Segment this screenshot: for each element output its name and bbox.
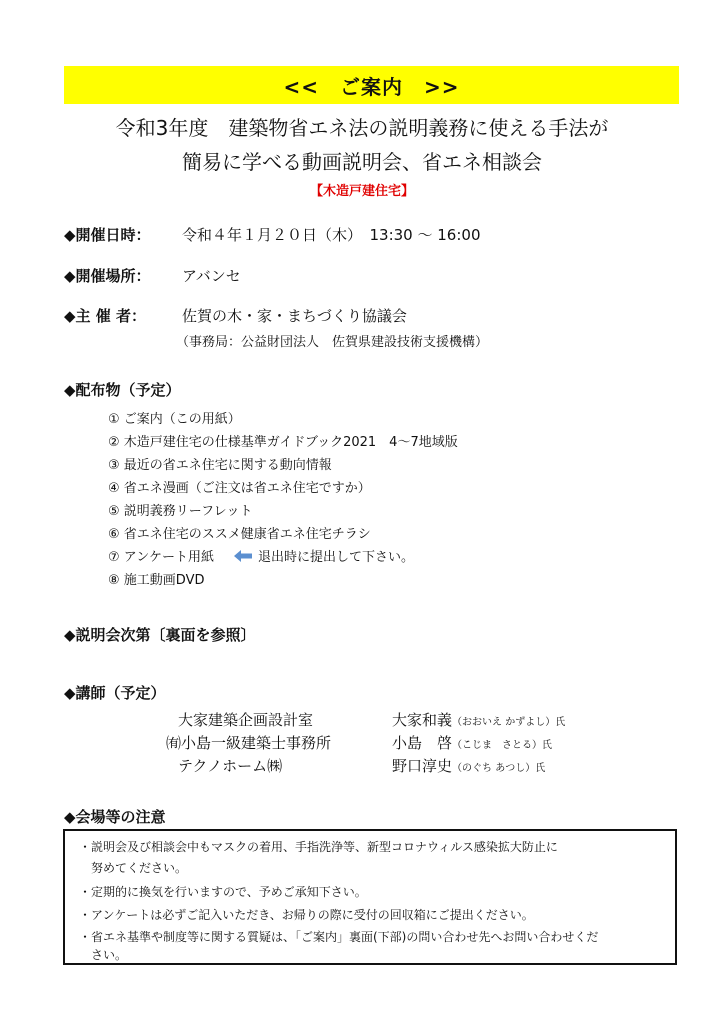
lecturer-kana: （こじま さとる） <box>452 740 543 751</box>
host-secretariat: （事務局：公益財団法人 佐賀県建設技術支援機構） <box>176 335 489 350</box>
material-item-7-label: ⑦ アンケート用紙 <box>108 550 215 565</box>
notes-box <box>63 829 677 965</box>
host-value: 佐賀の木・家・まちづくり協議会 <box>182 307 407 325</box>
lecturer-name-text: 野口淳史 <box>392 757 453 775</box>
note-line: ・説明会及び相談会中もマスクの着用、手指洗浄等、新型コロナウィルス感染拡大防止に <box>79 840 558 854</box>
material-item-7-note: 退出時に提出して下さい。 <box>258 550 415 565</box>
host-label: ◆主 催 者： <box>64 307 146 325</box>
lecturer-org: ㈲小島一級建築士事務所 <box>166 734 332 752</box>
lecturer-name <box>392 732 552 753</box>
material-item: ⑥ 省エネ住宅のススメ健康省エネ住宅チラシ <box>108 527 371 542</box>
lecturer-suffix: 氏 <box>535 763 546 774</box>
date-label: ◆開催日時： <box>64 226 151 244</box>
materials-heading: ◆配布物（予定） <box>64 381 181 399</box>
material-item: ③ 最近の省エネ住宅に関する動向情報 <box>108 458 332 473</box>
title-line-2: 簡易に学べる動画説明会、省エネ相談会 <box>182 150 542 174</box>
material-item: ② 木造戸建住宅の仕様基準ガイドブック2021 4〜7地域版 <box>108 435 458 450</box>
venue-value: アバンセ <box>182 267 241 285</box>
lecturer-name <box>392 755 545 776</box>
material-item: ⑤ 説明義務リーフレット <box>108 504 253 519</box>
note-line: ・省エネ基準や制度等に関する質疑は、「ご案内」裏面(下部)の問い合わせ先へお問い合わせくだ <box>79 930 599 944</box>
material-item: ① ご案内（この用紙） <box>108 412 241 427</box>
announcement-banner <box>64 66 679 104</box>
lecturer-org: 大家建築企画設計室 <box>178 711 314 729</box>
banner-title: << ご案内 >> <box>283 74 460 99</box>
lecturer-suffix: 氏 <box>542 740 553 751</box>
lecturer-name-text: 大家和義 <box>392 711 453 729</box>
lecturer-kana: （のぐち あつし） <box>452 763 536 774</box>
subtitle: 【木造戸建住宅】 <box>309 184 414 199</box>
lecturer-name-text: 小島 啓 <box>392 734 453 752</box>
material-item-7 <box>108 546 414 566</box>
material-item: ④ 省エネ漫画（ご注文は省エネ住宅ですか） <box>108 481 371 496</box>
schedule-heading: ◆説明会次第〔裏面を参照〕 <box>64 626 256 644</box>
notes-heading: ◆会場等の注意 <box>64 808 166 826</box>
date-value: 令和４年１月２０日（木） 13:30 〜 16:00 <box>182 226 481 244</box>
lecturer-name <box>392 709 565 730</box>
arrow-left-icon <box>234 550 252 566</box>
lecturer-kana: （おおいえ かずよし） <box>452 717 556 728</box>
lecturer-suffix: 氏 <box>555 717 566 728</box>
note-line: ・アンケートは必ずご記入いただき、お帰りの際に受付の回収箱にご提出ください。 <box>79 908 534 922</box>
note-line: さい。 <box>79 948 128 962</box>
title-line-1: 令和3年度 建築物省エネ法の説明義務に使える手法が <box>115 116 609 140</box>
note-line: 努めてください。 <box>79 861 188 875</box>
note-line: ・定期的に換気を行いますので、予めご承知下さい。 <box>79 885 367 899</box>
lecturers-heading: ◆講師（予定） <box>64 684 166 702</box>
lecturer-org: テクノホーム㈱ <box>178 757 283 775</box>
venue-label: ◆開催場所： <box>64 267 151 285</box>
material-item: ⑧ 施工動画DVD <box>108 573 205 588</box>
